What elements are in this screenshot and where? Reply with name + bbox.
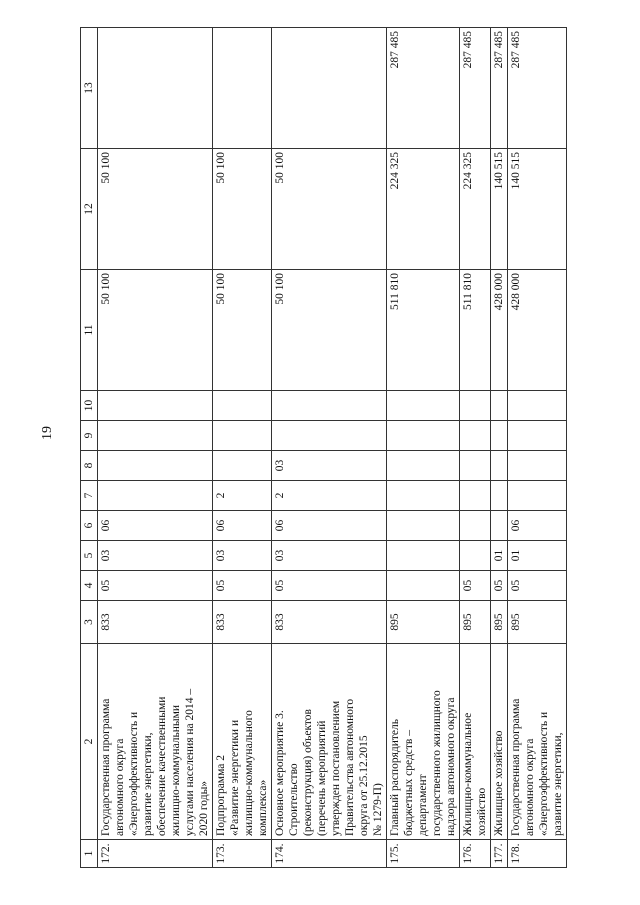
- row-number-cell: 178.: [508, 840, 567, 868]
- amount-cell: [272, 28, 387, 149]
- budget-table: [80, 27, 567, 868]
- header-cell: 9: [81, 421, 98, 451]
- row-number-cell: 172.: [98, 840, 213, 868]
- amount-cell: 50 100: [213, 149, 272, 270]
- code-cell: [460, 511, 491, 541]
- code-cell: [272, 391, 387, 421]
- item-name-cell: Жилищно-коммунальное хозяйство: [460, 644, 491, 840]
- code-cell: [460, 481, 491, 511]
- header-cell: 6: [81, 511, 98, 541]
- row-number-cell: 175.: [387, 840, 460, 868]
- item-name-cell: Основное мероприятие 3. Строительство (реконструкция) объектов (перечень мероприятий утвержден постановлением Правительства автономного округа от 25.12.2015 № 1279-П): [272, 644, 387, 840]
- page-number: 19: [40, 426, 55, 440]
- header-cell: 2: [81, 644, 98, 840]
- code-cell: 06: [508, 511, 567, 541]
- code-cell: [387, 451, 460, 481]
- code-cell: [98, 481, 213, 511]
- header-cell: 10: [81, 391, 98, 421]
- code-cell: 05: [272, 571, 387, 601]
- item-name-cell: Жилищное хозяйство: [491, 644, 508, 840]
- code-cell: [508, 451, 567, 481]
- header-cell: 8: [81, 451, 98, 481]
- code-cell: [387, 481, 460, 511]
- amount-cell: 287 485: [460, 28, 491, 149]
- code-cell: [98, 391, 213, 421]
- code-cell: [491, 481, 508, 511]
- amount-cell: 140 515: [491, 149, 508, 270]
- code-cell: 03: [98, 541, 213, 571]
- code-cell: [387, 511, 460, 541]
- header-cell: 3: [81, 601, 98, 644]
- code-cell: 05: [508, 571, 567, 601]
- amount-cell: [213, 28, 272, 149]
- code-cell: [460, 451, 491, 481]
- table-row: [508, 28, 567, 868]
- header-cell: 13: [81, 28, 98, 149]
- code-cell: [491, 451, 508, 481]
- header-cell: 5: [81, 541, 98, 571]
- header-cell: 12: [81, 149, 98, 270]
- code-cell: 2: [272, 481, 387, 511]
- code-cell: 895: [491, 601, 508, 644]
- code-cell: [213, 421, 272, 451]
- code-cell: 01: [508, 541, 567, 571]
- code-cell: 06: [272, 511, 387, 541]
- code-cell: [460, 541, 491, 571]
- code-cell: [491, 511, 508, 541]
- header-cell: 7: [81, 481, 98, 511]
- amount-cell: 428 000: [508, 270, 567, 391]
- amount-cell: 511 810: [387, 270, 460, 391]
- code-cell: 2: [213, 481, 272, 511]
- code-cell: 05: [491, 571, 508, 601]
- code-cell: [98, 421, 213, 451]
- table-row: [98, 28, 213, 868]
- amount-cell: [98, 28, 213, 149]
- code-cell: [460, 421, 491, 451]
- row-number-cell: 173.: [213, 840, 272, 868]
- rotated-table-container: [80, 28, 605, 868]
- code-cell: [508, 481, 567, 511]
- code-cell: [387, 571, 460, 601]
- code-cell: 05: [460, 571, 491, 601]
- code-cell: 03: [272, 541, 387, 571]
- amount-cell: 224 325: [387, 149, 460, 270]
- code-cell: 01: [491, 541, 508, 571]
- amount-cell: 50 100: [98, 149, 213, 270]
- code-cell: [272, 421, 387, 451]
- code-cell: [387, 391, 460, 421]
- code-cell: 03: [272, 451, 387, 481]
- table-row: [272, 28, 387, 868]
- amount-cell: 511 810: [460, 270, 491, 391]
- code-cell: [491, 421, 508, 451]
- code-cell: 833: [98, 601, 213, 644]
- table-row: [460, 28, 491, 868]
- amount-cell: 428 000: [491, 270, 508, 391]
- code-cell: 895: [508, 601, 567, 644]
- code-cell: 05: [213, 571, 272, 601]
- table-row: [213, 28, 272, 868]
- header-cell: 11: [81, 270, 98, 391]
- amount-cell: 224 325: [460, 149, 491, 270]
- table-row: [491, 28, 508, 868]
- code-cell: [213, 451, 272, 481]
- row-number-cell: 174.: [272, 840, 387, 868]
- amount-cell: 50 100: [272, 149, 387, 270]
- code-cell: [460, 391, 491, 421]
- header-row: [81, 28, 98, 868]
- header-cell: 4: [81, 571, 98, 601]
- code-cell: [213, 391, 272, 421]
- code-cell: 06: [98, 511, 213, 541]
- row-number-cell: 177.: [491, 840, 508, 868]
- table-row: [387, 28, 460, 868]
- code-cell: 03: [213, 541, 272, 571]
- code-cell: 833: [272, 601, 387, 644]
- item-name-cell: Главный распорядитель бюджетных средств – департамент государственного жилищного надзора автономного округа: [387, 644, 460, 840]
- code-cell: [98, 451, 213, 481]
- amount-cell: 50 100: [98, 270, 213, 391]
- amount-cell: 50 100: [213, 270, 272, 391]
- amount-cell: 140 515: [508, 149, 567, 270]
- code-cell: [387, 541, 460, 571]
- code-cell: 833: [213, 601, 272, 644]
- amount-cell: 50 100: [272, 270, 387, 391]
- code-cell: [508, 391, 567, 421]
- code-cell: [491, 391, 508, 421]
- amount-cell: 287 485: [508, 28, 567, 149]
- amount-cell: 287 485: [387, 28, 460, 149]
- item-name-cell: Подпрограмма 2 «Развитие энергетики и жилищно-коммунального комплекса»: [213, 644, 272, 840]
- code-cell: 05: [98, 571, 213, 601]
- code-cell: 895: [387, 601, 460, 644]
- code-cell: [508, 421, 567, 451]
- item-name-cell: Государственная программа автономного округа «Энергоэффективность и развитие энергетики, обеспечение качественными жилищно-коммунальными услугами населения на 2014 – 2020 годы»: [98, 644, 213, 840]
- code-cell: 895: [460, 601, 491, 644]
- row-number-cell: 176.: [460, 840, 491, 868]
- code-cell: [387, 421, 460, 451]
- item-name-cell: Государственная программа автономного округа «Энергоэффективность и развитие энергетики,: [508, 644, 567, 840]
- header-cell: 1: [81, 840, 98, 868]
- code-cell: 06: [213, 511, 272, 541]
- amount-cell: 287 485: [491, 28, 508, 149]
